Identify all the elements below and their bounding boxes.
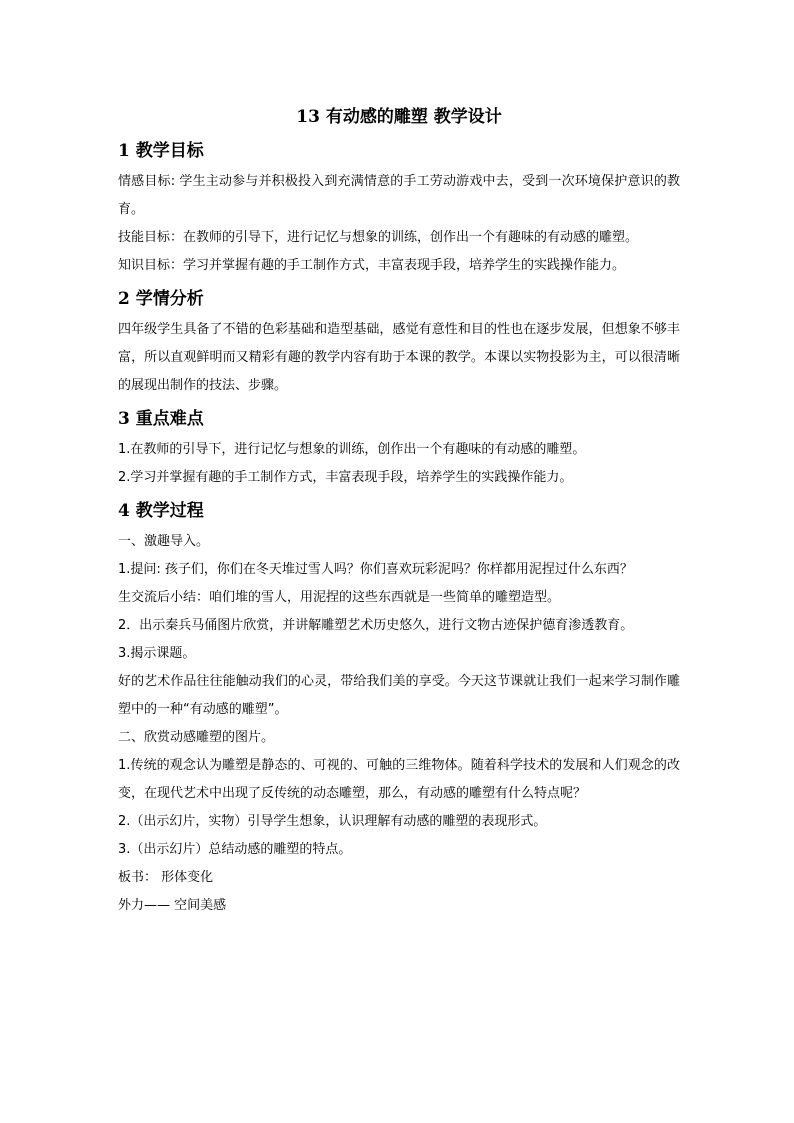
paragraph-process-3: 生交流后小结：咱们堆的雪人，用泥捏的这些东西就是一些简单的雕塑造型。 [118, 590, 561, 605]
paragraph-blackboard-2: 外力—— 空间美感 [118, 898, 227, 913]
paragraph-key-point-2: 2.学习并掌握有趣的手工制作方式，丰富表现手段，培养学生的实践操作能力。 [118, 470, 573, 485]
paragraph-process-8: 1.传统的观念认为雕塑是静态的、可视的、可触的三维物体。随着科学技术的发展和人们观念的改变，在现代艺术中出现了反传统的动态雕塑，那么，有动感的雕塑有什么特点呢？ [118, 758, 680, 801]
section-heading-student-analysis: 2 学情分析 [118, 289, 204, 309]
document-title: 13 有动感的雕塑 教学设计 [296, 107, 502, 127]
paragraph-process-6: 好的艺术作品往往能触动我们的心灵，带给我们美的享受。今天这节课就让我们一起来学习制作雕塑中的一种“有动感的雕塑”。 [118, 674, 680, 717]
paragraph-emotional-goal: 情感目标: 学生主动参与并积极投入到充满情意的手工劳动游戏中去，受到一次环境保护意识的教育。 [118, 174, 680, 217]
paragraph-process-1: 一、激趣导入。 [118, 534, 210, 549]
paragraph-process-2: 1.提问: 孩子们，你们在冬天堆过雪人吗？你们喜欢玩彩泥吗？你样都用泥捏过什么东西？ [118, 562, 633, 577]
paragraph-knowledge-goal: 知识目标：学习并掌握有趣的手工制作方式，丰富表现手段，培养学生的实践操作能力。 [118, 258, 626, 273]
paragraph-blackboard-1: 板书： 形体变化 [118, 870, 214, 885]
paragraph-process-10: 3.（出示幻片）总结动感的雕塑的特点。 [118, 842, 352, 857]
paragraph-process-7: 二、欣赏动感雕塑的图片。 [118, 730, 275, 745]
section-heading-teaching-goals: 1 教学目标 [118, 141, 204, 161]
section-heading-teaching-process: 4 教学过程 [118, 501, 204, 521]
paragraph-process-5: 3.揭示课题。 [118, 646, 196, 661]
paragraph-student-analysis: 四年级学生具备了不错的色彩基础和造型基础，感觉有意性和目的性也在逐步发展，但想象不够丰富，所以直观鲜明而又精彩有趣的教学内容有助于本课的教学。本课以实物投影为主，可以很清晰的展现出制作的技法、步骤。 [118, 322, 680, 393]
paragraph-skill-goal: 技能目标：在教师的引导下，进行记忆与想象的训练，创作出一个有趣味的有动感的雕塑。 [118, 230, 639, 245]
paragraph-key-point-1: 1.在教师的引导下，进行记忆与想象的训练，创作出一个有趣味的有动感的雕塑。 [118, 442, 586, 457]
paragraph-process-4: 2．出示秦兵马俑图片欣赏，并讲解雕塑艺术历史悠久，进行文物古迹保护德育渗透教育。 [118, 618, 634, 633]
paragraph-process-9: 2.（出示幻片，实物）引导学生想象，认识理解有动感的雕塑的表现形式。 [118, 814, 547, 829]
section-heading-key-points: 3 重点难点 [118, 409, 204, 429]
document-body [118, 104, 680, 920]
